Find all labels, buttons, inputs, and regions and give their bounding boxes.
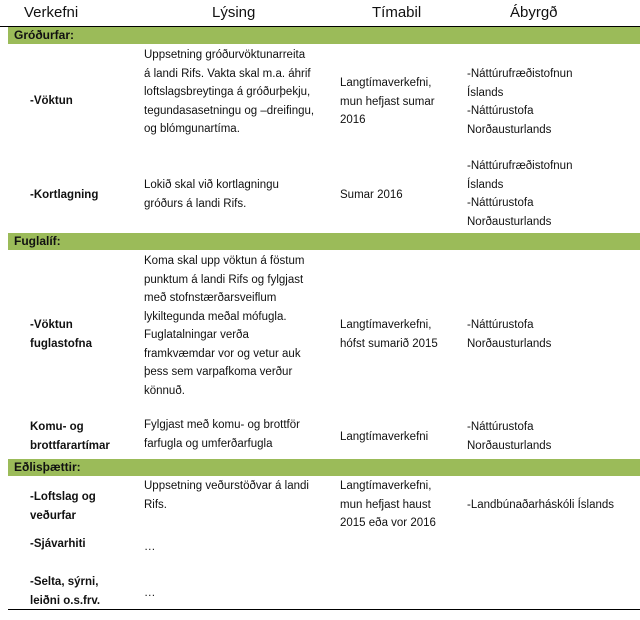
desc-selta-syrni-leidni: … — [144, 587, 156, 599]
desc-sjavarhiti: … — [144, 541, 156, 553]
desc-komu-brottfarartimar: Fylgjast með komu- og brottför farfugla og umferðarfugla — [144, 419, 300, 450]
task-selta-syrni-leidni: -Selta, sýrni, leiðni o.s.frv. — [30, 576, 101, 607]
task-sjavarhiti: -Sjávarhiti — [30, 538, 86, 550]
period-loftslag-vedurfar: Langtímaverkefni, mun hefjast haust 2015 eða vor 2016 — [340, 480, 436, 529]
task-kortlagning: -Kortlagning — [30, 189, 99, 201]
desc-loftslag-vedurfar: Uppsetning veðurstöðvar á landi Rifs. — [144, 480, 309, 511]
period-voktun-fuglastofna: Langtímaverkefni, hófst sumarið 2015 — [340, 319, 438, 350]
resp-kortlagning: -Náttúrufræðistofnun Íslands -Náttúrustofa Norðausturlands — [467, 160, 573, 228]
header-abyrgd: Ábyrgð — [510, 4, 558, 21]
section-band-edlisthaettir: Eðlisþættir: — [8, 459, 640, 476]
resp-voktun: -Náttúrufræðistofnun Íslands -Náttúrustofa Norðausturlands — [467, 68, 573, 136]
header-timabil: Tímabil — [372, 4, 422, 21]
resp-loftslag-vedurfar: -Landbúnaðarháskóli Íslands — [467, 499, 615, 511]
desc-voktun: Uppsetning gróðurvöktunarreita á landi Rifs. Vakta skal m.a. áhrif loftslagsbreytinga á gróðurþekju, tegundasasetningu og –dreifingu, og blómgunartíma. — [144, 49, 315, 135]
resp-voktun-fuglastofna: -Náttúrustofa Norðausturlands — [467, 319, 552, 350]
header-lysing: Lýsing — [212, 4, 256, 21]
period-voktun: Langtímaverkefni, mun hefjast sumar 2016 — [340, 77, 435, 126]
desc-voktun-fuglastofna: Koma skal upp vöktun á föstum punktum á landi Rifs og fylgjast með stofnstærðarsveiflum lykiltegunda meðal mófugla. Fuglatalningar verða framkvæmdar vor og vetur auk þess sem varpafkoma verður könnuð. — [144, 255, 305, 397]
header-verkefni: Verkefni — [24, 4, 79, 21]
period-kortlagning: Sumar 2016 — [340, 189, 403, 201]
resp-komu-brottfarartimar: -Náttúrustofa Norðausturlands — [467, 421, 552, 452]
task-loftslag-vedurfar: -Loftslag og veðurfar — [30, 491, 96, 522]
table-header — [0, 0, 640, 26]
task-komu-brottfarartimar: Komu- og brottfarartímar — [30, 421, 110, 452]
desc-kortlagning: Lokið skal við kortlagningu gróðurs á landi Rifs. — [144, 179, 279, 210]
section-band-fuglalif: Fuglalíf: — [8, 233, 640, 250]
task-voktun-fuglastofna: -Vöktun fuglastofna — [30, 319, 92, 350]
table-bottom-rule — [8, 609, 640, 610]
section-band-grodurfar: Gróðurfar: — [8, 27, 640, 44]
period-komu-brottfarartimar: Langtímaverkefni — [340, 431, 429, 443]
task-voktun: -Vöktun — [30, 95, 73, 107]
